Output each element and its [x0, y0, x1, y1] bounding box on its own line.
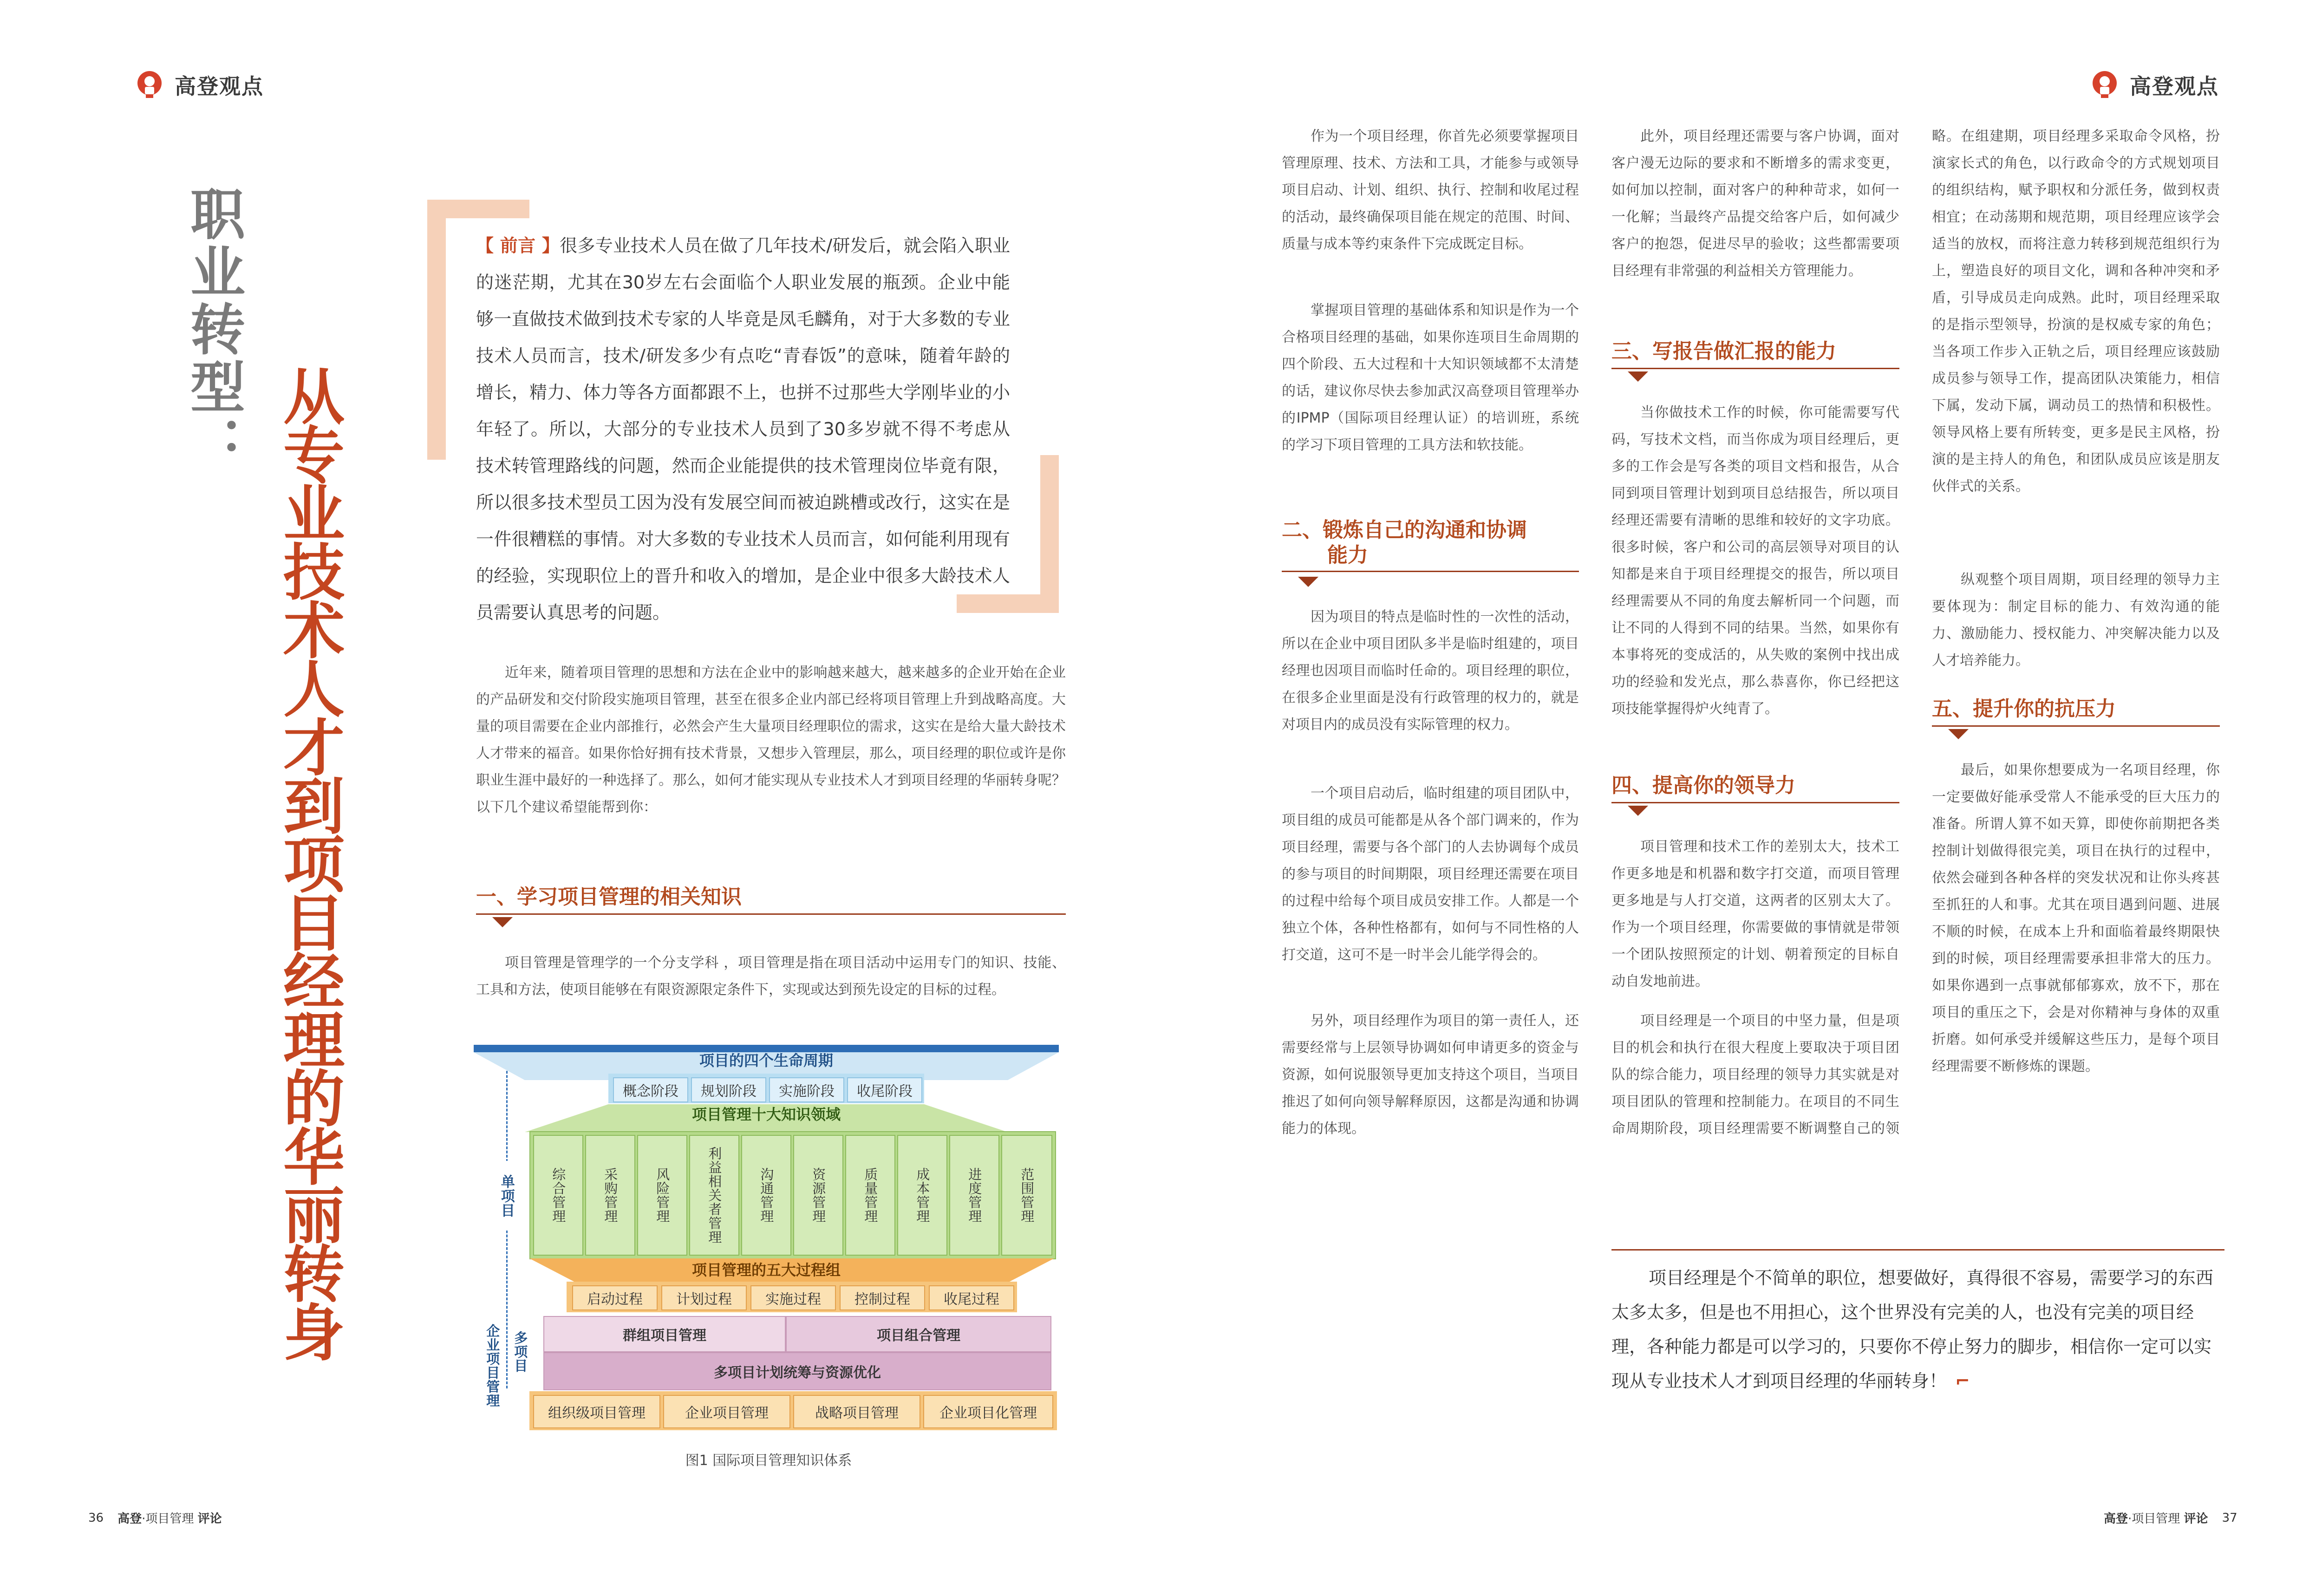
multi-project-planning: 多项目计划统筹与资源优化 [543, 1352, 1051, 1390]
portfolio-management: 项目组合管理 [786, 1316, 1051, 1352]
section-2-title-line1: 二、锻炼自己的沟通和协调 [1282, 518, 1527, 542]
org-level-cell: 战略项目管理 [793, 1395, 920, 1428]
brand-right [2090, 70, 2219, 100]
section-4-paragraph-1: 项目管理和技术工作的差别太大，技术工作更多地是和机器和数字打交道，而项目管理更多地是与人打交道，这两者的区别太大了。作为一个项目经理，你需要做的事情就是带领一个团队按照预定的计划、朝着预定的目标自动自发地前进。 [1611, 839, 1899, 990]
process-cell: 计划过程 [661, 1285, 747, 1310]
section-5-marker [1948, 729, 1969, 739]
knowledge-area-cell: 范围管理 [1001, 1135, 1052, 1256]
magazine-name-bold: 高登 [2104, 1512, 2128, 1526]
process-cell: 启动过程 [572, 1285, 658, 1310]
footer-left [88, 1509, 222, 1526]
col4-paragraph-2: 纵观整个项目周期，项目经理的领导力主要体现为：制定目标的能力、有效沟通的能力、激励能力、授权能力、冲突解决能力以及人才培养能力。 [1932, 572, 2220, 669]
brand-name: 高登观点 [2130, 74, 2219, 99]
magazine-name-end: 评论 [197, 1512, 222, 1526]
intro-text: 很多专业技术人员在做了几年技术/研发后，就会陷入职业的迷茫期，尤其在30岁左右会面临个人职业发展的瓶颈。企业中能够一直做技术做到技术专家的人毕竟是凤毛麟角，对于大多数的专业技术人员而言，技术/研发多少有点吃“青春饭”的意味，随着年龄的增长，精力、体力等各方面都跟不上，也拼不过那些大学刚毕业的小年轻了。所以，大部分的专业技术人员到了30多岁就不得不考虑从技术转管理路线的问题，然而企业能提供的技术管理岗位毕竟有限，所以很多技术型员工因为没有发展空间而被迫跳槽或改行，这实在是一件很糟糕的事情。对大多数的专业技术人员而言，如何能利用现有的经验，实现职位上的晋升和收入的增加，是企业中很多大龄技术人员需要认真思考的问题。 [476, 235, 1010, 623]
side-label-enterprise: 企业项目管理 [484, 1324, 501, 1407]
phase-cell: 规划阶段 [691, 1077, 766, 1102]
brand-logo-icon [135, 70, 164, 100]
quote-top-rule [1611, 1249, 2224, 1251]
section-2-heading [1282, 518, 1579, 572]
knowledge-area-cell: 成本管理 [897, 1135, 947, 1256]
magazine-name-end: 评论 [2184, 1512, 2208, 1526]
page-number-left: 36 [88, 1511, 104, 1525]
knowledge-area-cell: 进度管理 [949, 1135, 999, 1256]
title-part1: 职业转型： [181, 186, 245, 474]
section-5-paragraph: 最后，如果你想要成为一名项目经理，你一定要做好能承受常人不能承受的巨大压力的准备。所谓人算不如天算，即使你前期把各类控制计划做得很完美，项目在执行的过程中，依然会碰到各种各样的突发状况和让你头疼甚至抓狂的人和事。尤其在项目遇到问题、进展不顺的时候，在成本上升和面临着最终期限快到的时候，项目经理需要承担非常大的压力。如果你遇到一点事就郁郁寡欢，放不下，那在项目的重压之下，会是对你精神与身体的双重折磨。如何承受并缓解这些压力，是每个项目经理需要不断修炼的课题。 [1932, 762, 2220, 1075]
side-label-single: 单项目 [497, 1161, 515, 1231]
brand-logo-icon [2090, 70, 2120, 100]
phase-cell: 实施阶段 [769, 1077, 844, 1102]
process-cell: 收尾过程 [929, 1285, 1014, 1310]
org-level-cell: 组织级项目管理 [533, 1395, 660, 1428]
col2-paragraph-2: 掌握项目管理的基础体系和知识是作为一个合格项目经理的基础，如果你连项目生命周期的四个阶段、五大过程和十大知识领域都不太清楚的话，建议你尽快去参加武汉高登项目管理举办的IPMP（国际项目经理认证）的培训班，系统的学习下项目管理的工具方法和软技能。 [1282, 302, 1579, 453]
side-label-multi: 多项目 [512, 1331, 528, 1373]
knowledge-area-cell: 沟通管理 [741, 1135, 791, 1256]
process-cell: 实施过程 [750, 1285, 836, 1310]
section-3-title: 三、写报告做汇报的能力 [1611, 339, 1836, 363]
section-3-heading [1611, 339, 1899, 369]
closing-quote [1611, 1261, 2220, 1398]
process-title: 项目管理的五大过程组 [691, 1261, 841, 1279]
phase-cell: 收尾阶段 [847, 1077, 922, 1102]
knowledge-area-cell: 风险管理 [637, 1135, 687, 1256]
section-4-paragraph-2: 项目经理是一个项目的中坚力量，但是项目的机会和执行在很大程度上要取决于项目团队的综合能力，项目经理的领导力其实就是对项目团队的管理和控制能力。在项目的不同生命周期阶段，项目经理需要不断调整自己的领 [1611, 1013, 1899, 1137]
title-part2: 从专业技术人才到项目经理的华丽转身 [273, 365, 344, 1359]
closing-quote-text: 项目经理是个不简单的职位，想要做好，真得很不容易，需要学习的东西太多太多，但是也不用担心，这个世界没有完美的人，也没有完美的项目经理，各种能力都是可以学习的，只要你不停止努力的脚步，相信你一定可以实现从专业技术人才到项目经理的华丽转身！ [1611, 1268, 2214, 1391]
col3-paragraph-1: 此外，项目经理还需要与客户协调，面对客户漫无边际的要求和不断增多的需求变更，如何加以控制，面对客户的种种苛求，如何一一化解；当最终产品提交给客户后，如何减少客户的抱怨，促进尽早的验收；这些都需要项目经理有非常强的利益相关方管理能力。 [1611, 128, 1899, 279]
knowledge-area-cell: 质量管理 [845, 1135, 895, 1256]
org-level-cell: 企业项目化管理 [923, 1395, 1053, 1428]
section-2-title-line2: 能力 [1327, 543, 1368, 567]
program-management: 群组项目管理 [543, 1316, 786, 1352]
org-level-cell: 企业项目管理 [663, 1395, 790, 1428]
intro-paragraph [476, 228, 1010, 631]
process-cell: 控制过程 [840, 1285, 925, 1310]
section-4-heading [1611, 773, 1899, 803]
brand-left [135, 70, 264, 100]
phase-cell: 概念阶段 [613, 1077, 688, 1102]
magazine-name-bold: 高登 [117, 1512, 142, 1526]
knowledge-area-cell: 利益相关者管理 [689, 1135, 739, 1256]
col2-paragraph-1: 作为一个项目经理，你首先必须要掌握项目管理原理、技术、方法和工具，才能参与或领导项目启动、计划、组织、执行、控制和收尾过程的活动，最终确保项目能在规定的范围、时间、质量与成本等约束条件下完成既定目标。 [1282, 128, 1579, 252]
knowledge-title: 项目管理十大知识领域 [691, 1106, 841, 1123]
intro-lead: 【 前言 】 [476, 235, 560, 256]
section-1-title: 一、学习项目管理的相关知识 [476, 885, 742, 909]
section-2-paragraph-3: 另外，项目经理作为项目的第一责任人，还需要经常与上层领导协调如何申请更多的资金与资源，如何说服领导更加支持这个项目，当项目推迟了如何向领导解释原因，这都是沟通和协调能力的体现。 [1282, 1013, 1579, 1137]
page-number-right: 37 [2222, 1511, 2237, 1525]
section-2-paragraph-2: 一个项目启动后，临时组建的项目团队中，项目组的成员可能都是从各个部门调来的，作为项目经理，需要与各个部门的人去协调每个成员的参与项目的时间期限，项目经理还需要在项目的过程中给每个项目成员安排工作。人都是一个独立个体，各种性格都有，如何与不同性格的人打交道，这可不是一时半会儿能学得会的。 [1282, 785, 1579, 963]
section-1-paragraph: 项目管理是管理学的一个分支学科 ，项目管理是指在项目活动中运用专门的知识、技能、工具和方法，使项目能够在有限资源限定条件下，实现或达到预先设定的目标的过程。 [476, 955, 1066, 998]
section-1-heading [476, 885, 1066, 915]
brand-name: 高登观点 [175, 74, 264, 99]
section-2-marker [1298, 577, 1318, 587]
intro-paragraph-2: 近年来，随着项目管理的思想和方法在企业中的影响越来越大，越来越多的企业开始在企业的产品研发和交付阶段实施项目管理，甚至在很多企业内部已经将项目管理上升到战略高度。大量的项目需要在企业内部推行，必然会产生大量项目经理职位的需求，这实在是给大量大龄技术人才带来的福音。如果你恰好拥有技术背景，又想步入管理层，那么，项目经理的职位或许是你职业生涯中最好的一种选择了。那么，如何才能实现从专业技术人才到项目经理的华丽转身呢？以下几个建议希望能帮到你： [476, 664, 1066, 815]
section-2-paragraph-1: 因为项目的特点是临时性的一次性的活动，所以在企业中项目团队多半是临时组建的，项目经理也因项目而临时任命的。项目经理的职位，在很多企业里面是没有行政管理的权力的，就是对项目内的成员没有实际管理的权力。 [1282, 609, 1579, 733]
knowledge-area-cell: 资源管理 [793, 1135, 843, 1256]
section-3-paragraph: 当你做技术工作的时候，你可能需要写代码，写技术文档，而当你成为项目经理后，更多的工作会是写各类的项目文档和报告，从合同到项目管理计划到项目总结报告，所以项目经理还需要有清晰的思维和较好的文字功底。很多时候，客户和公司的高层领导对项目的认知都是来自于项目经理提交的报告，所以项目经理需要从不同的角度去解析同一个问题，而让不同的人得到不同的结果。当然，如果你有本事将死的变成活的，从失败的案例中找出成功的经验和发光点，那么恭喜你，你已经把这项技能掌握得炉火纯青了。 [1611, 404, 1899, 717]
knowledge-area-cell: 综合管理 [533, 1135, 583, 1256]
section-5-title: 五、提升你的抗压力 [1932, 697, 2116, 721]
section-4-marker [1628, 806, 1648, 816]
lifecycle-title: 项目的四个生命周期 [699, 1052, 833, 1069]
knowledge-area-cell: 采购管理 [585, 1135, 635, 1256]
end-mark-icon: ⌐ [1955, 1371, 1970, 1391]
pm-knowledge-diagram [474, 1040, 1063, 1435]
magazine-name-mid: ·项目管理 [142, 1512, 194, 1526]
section-3-marker [1628, 371, 1648, 382]
diagram-caption: 图1 国际项目管理知识体系 [685, 1453, 852, 1469]
section-4-title: 四、提高你的领导力 [1611, 774, 1795, 797]
section-5-heading [1932, 697, 2220, 727]
magazine-name-mid: ·项目管理 [2128, 1512, 2180, 1526]
footer-right [2104, 1509, 2237, 1526]
section-1-marker [492, 917, 513, 927]
leadership-continued: 略。在组建期，项目经理多采取命令风格，扮演家长式的角色，以行政命令的方式规划项目的组织结构，赋予职权和分派任务，做到权责相宜；在动荡期和规范期，项目经理应该学会适当的放权，而将注意力转移到规范组织行为上，塑造良好的项目文化，调和各种冲突和矛盾，引导成员走向成熟。此时，项目经理采取的是指示型领导，扮演的是权威专家的角色；当各项工作步入正轨之后，项目经理应该鼓励成员参与领导工作，提高团队决策能力，相信下属，发动下属，调动员工的热情和积极性。领导风格上要有所转变，更多是民主风格，扮演的是主持人的角色，和团队成员应该是朋友伙伴式的关系。 [1932, 128, 2220, 495]
